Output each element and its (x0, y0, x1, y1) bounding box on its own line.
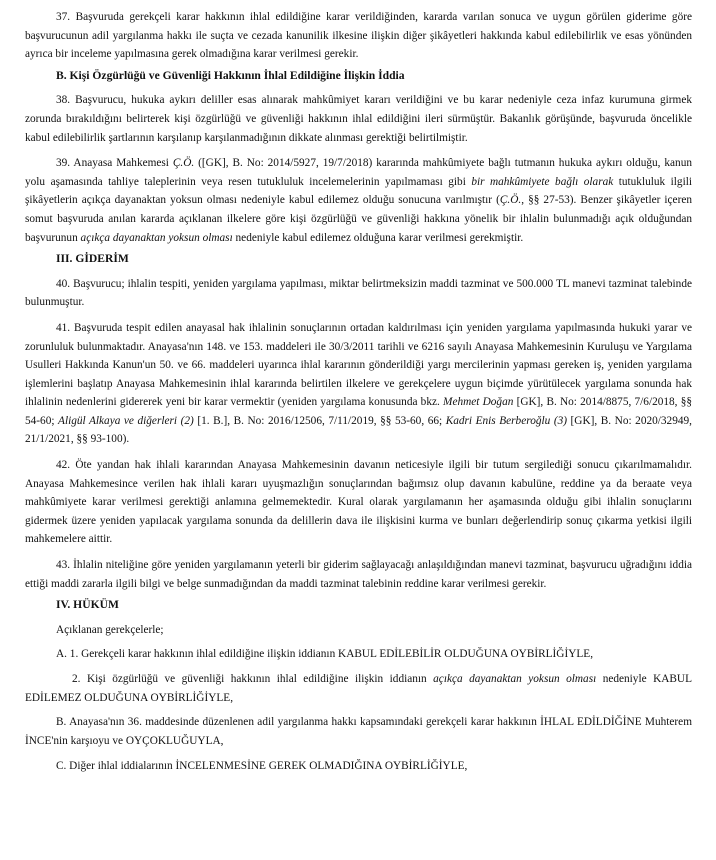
case-name-cö: Ç.Ö. (172, 157, 195, 170)
case-name-cö: Ç.Ö. (499, 194, 522, 207)
paragraph-42: 42. Öte yandan hak ihlali kararından Anayasa Mahkemesinin davanın neticesiyle ilgili bir tutum sergilediği sonucu çıkarılmamalıdır. Anayasa Mahkemesince verilen hak ihlali kararı uyuşmazlığın sonuçlarından bağımsız olup davanın kabulüne, reddine ya da beraate veya mahkûmiyete karar verilmesi gerektiği anlamına gelmemektedir. Kural olarak yargılamanın her aşamasında olduğu gibi ihlalin sonuçlarını gidermek üzere yeniden yapılacak yargılama sonunda da delillerin dava ile ilişkisini kurma ve bunları değerlendirip sonuç çıkarma yetkisi ilgili mahkemelere aittir. (25, 459, 692, 546)
paragraph-39-text: nedeniyle kabul edilemez olduğuna karar verilmesi gerekmiştir. (232, 231, 524, 244)
paragraph-37: 37. Başvuruda gerekçeli karar hakkının ihlal edildiğine karar verildiğinden, kararda varılan sonuca ve uygun görülen giderime göre başvurucunun adil yargılanma hakkı ile suçta ve cezada kanunilik ilkesine ilişkin diğer şikâyetleri hakkında kabul edilebilirlik ve esas yönünden ayrıca bir inceleme yapılmasına gerek olmadığına karar verilmesi gerekir. (25, 11, 692, 61)
paragraph-41-text: [GK], B. No: 2014/8875, 7/6/2018, §§ 54-60; (25, 396, 692, 427)
paragraph-39-text: 39. Anayasa Mahkemesi (56, 157, 173, 170)
italic-phrase: açıkça dayanaktan yoksun olması (433, 673, 597, 685)
judgment-item-b: B. Anayasa'nın 36. maddesinde düzenlenen adil yargılanma hakkı kapsamındaki gerekçeli karar hakkının İHLAL EDİLDİĞİNE Muhterem İNCE'nin karşıoyu ve OYÇOKLUĞUYLA, (25, 716, 692, 747)
paragraph-39-text: , §§ 27-53). Benzer şikâyetler içeren somut başvuruda anılan kararda açıklanan ilkelere göre kişi özgürlüğü ve güvenliği hakkına yönelik bir ihlalin bulunmadığı açık olduğundan başvurunun (25, 194, 692, 244)
paragraph-41-text: [1. B.], B. No: 2016/12506, 7/11/2019, §§ 53-60, 66; (193, 414, 446, 427)
judgment-item-a2 (25, 670, 692, 707)
judgment-item-c: C. Diğer ihlal iddialarının İNCELENMESİNE GEREK OLMADIĞINA OYBİRLİĞİYLE, (56, 760, 468, 773)
section-heading-iii: III. GİDERİM (56, 252, 129, 266)
italic-phrase: açıkça dayanaktan yoksun olması (80, 231, 233, 244)
judgment-item-a1: A. 1. Gerekçeli karar hakkının ihlal edildiğine ilişkin iddianın KABUL EDİLEBİLİR OLDUĞUNA OYBİRLİĞİYLE, (56, 648, 594, 661)
paragraph-38: 38. Başvurucu, hukuka aykırı deliller esas alınarak mahkûmiyet kararı verildiğini ve bu karar nedeniyle ceza infaz kurumuna girmek zorunda bırakıldığını belirterek kişi özgürlüğü ve güvenliği hakkının ihlal edildiğini ileri sürmüştür. Bakanlık görüşünde, başvuruda öncelikle kabul edilebilirlik şartlarının karşılanıp karşılanmadığının dikkate alınması gerektiği belirtilmiştir. (25, 94, 692, 144)
case-name: Kadri Enis Berberoğlu (3) (445, 414, 567, 427)
paragraph-39-text: ([GK], B. No: 2014/5927, 19/7/2018) kararında mahkûmiyete bağlı tutmanın hukuka aykırı olduğu, kanun yolu aşamasında tahliye taleplerinin veya resen tutukluluk incelemelerinin yapılmaması gibi (25, 157, 692, 188)
judgment-item-a2-text: 2. Kişi özgürlüğü ve güvenliği hakkının ihlal edildiğine ilişkin iddianın (72, 673, 434, 685)
paragraph-41-text: [GK], B. No: 2020/32949, 21/1/2021, §§ 93-100). (25, 414, 692, 446)
paragraph-39 (25, 154, 692, 247)
case-name: Mehmet Doğan (443, 396, 514, 409)
section-heading-b: B. Kişi Özgürlüğü ve Güvenliği Hakkının İhlal Edildiğine İlişkin İddia (56, 68, 405, 82)
paragraph-39-text: tutukluluk ilgili şikâyetlerin açıkça dayanaktan yoksun olması nedeniyle kabul edilemez olduğu sonucuna varılmıştır ( (25, 175, 692, 207)
paragraph-43: 43. İhlalin niteliğine göre yeniden yargılamanın yeterli bir giderim sağlayacağı anlaşıldığından manevi tazminat, başvurucu uğradığını iddia ettiği maddi zararla ilgili bilgi ve belge sunmadığından da maddi tazminat talebinin reddine karar verilmesi gerekir. (25, 559, 692, 590)
paragraph-41-text: 41. Başvuruda tespit edilen anayasal hak ihlalinin sonuçlarının ortadan kaldırılması için yeniden yargılama yapılmasında hukuki yarar ve zorunluluk bulunmaktadır. Anayasa'nın 148. ve 153. maddeleri ile 30/3/2011 tarihli ve 6216 sayılı Anayasa Mahkemesinin Kuruluşu ve Yargılama Usulleri Hakkında Kanun'un 50. ve 66. maddeleri uyarınca ihlal kararının gönderildiği yargı mercilerinin yapması gereken iş, yeniden yargılama işlemlerini başlatıp Anayasa Mahkemesinin ihlal kararında belirtilen ilkelere ve gerekçelere uygun biçimde yürütülecek yargılama sonunda hak ihlalinin nedenlerini gidererek yeni bir karar vermektir (yeniden yargılama konusunda bkz. (25, 321, 692, 409)
judgment-item-a2-text: nedeniyle KABUL EDİLEMEZ OLDUĞUNA OYBİRLİĞİYLE, (25, 673, 692, 704)
italic-phrase: bir mahkûmiyete bağlı olarak (471, 175, 614, 188)
paragraph-40: 40. Başvurucu; ihlalin tespiti, yeniden yargılama yapılması, miktar belirtmeksizin maddi tazminat ve 500.000 TL manevi tazminat talebinde bulunmuştur. (25, 277, 692, 309)
judgment-intro: Açıklanan gerekçelerle; (56, 623, 164, 636)
case-name: Aligül Alkaya ve diğerleri (2) (58, 414, 194, 427)
paragraph-41 (25, 319, 692, 449)
section-heading-iv: IV. HÜKÜM (56, 598, 119, 612)
